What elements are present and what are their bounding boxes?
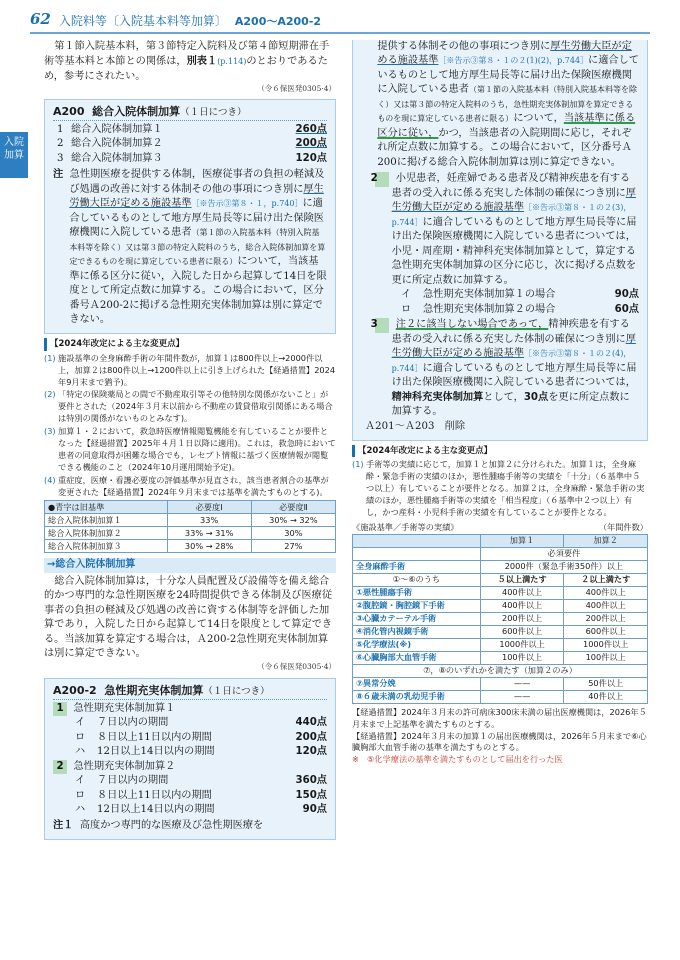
kaitei-left-heading: 【2024年改定による主な変更点】 (44, 338, 336, 350)
cont-small: （第１節の入院基本料（特別入院基本料等を除く）又は第３節の特定入院料のうち，急性期充実体制加算を算定できるものを現に算定している患者に限る） (377, 85, 637, 124)
sogo-heading: →総合入院体制加算 (44, 558, 336, 572)
note-2-item (361, 288, 639, 302)
a200-note-ref[interactable]: ［※告示③第８・１，p.740］ (191, 199, 303, 209)
sub-points: 440点 (295, 717, 327, 729)
a200-items (53, 123, 327, 166)
sub-points: 90点 (614, 289, 639, 301)
surgery-header-cell: 加算１ (480, 534, 564, 547)
surgery-cell: ①悪性腫瘍手術 (353, 586, 481, 599)
a200-unit: （１日につき） (180, 107, 247, 119)
left-column (44, 40, 336, 840)
group-2-item (53, 803, 327, 817)
sub-points: 60点 (614, 303, 639, 315)
kaitei-left (44, 338, 336, 553)
a2002-note1 (53, 818, 327, 833)
table-row (45, 540, 336, 553)
surgery-cell: —— (480, 677, 564, 690)
surgery-row (353, 586, 648, 599)
sub-label: 急性期充実体制加算１の場合 (423, 289, 556, 301)
kaitei-right (352, 445, 648, 766)
kaitei-key: (1) (44, 352, 56, 363)
kaitei-item (44, 426, 336, 474)
footnote: ※ ⑤化学療法の基準を満たすものとして届出を行った医 (352, 754, 563, 765)
surgery-row (353, 560, 648, 573)
surgery-cell: ⑧６歳未満の乳幼児手術 (353, 690, 481, 703)
surgery-cell: ①〜⑥のうち (353, 573, 481, 586)
a200-note-label: 注 (53, 168, 64, 181)
a200-note-2: に適合しているものとして地方厚生局長等に届け出た保険医療機関に入院している患者 (69, 198, 324, 239)
surgery-cell: ２以上満たす (564, 573, 648, 586)
item-label: 総合入院体制加算２ (71, 138, 163, 150)
kaitei-text: 加算１・２において，救急時医療情報閲覧機能を有していることが要件となった【経過措置】2025年４月１日以降に適用)。これは，救急時において患者の同意取得が困難な場合でも，レセプト情報に基づく医療情報が閲覧できる機能のこと（2024年10月運用開始予定)。 (58, 426, 336, 472)
surgery-table-caption (352, 522, 648, 534)
cont-ref[interactable]: ［※告示③第８・１の２(1)(2)，p.744］ (438, 56, 589, 66)
note-3-underlined: 注２に該当しない場合であって， (395, 319, 549, 331)
surgery-cell: —— (480, 690, 564, 703)
note-2-number: 2 (375, 172, 389, 186)
sub-points: 360点 (295, 775, 327, 787)
note-3-number: 3 (375, 318, 389, 332)
note-2-1: 小児患者，妊産婦である患者及び精神疾患を有する患者の受入れに係る充実した体制の確保につき別に (391, 173, 631, 199)
note-3-standard: 厚生労働大臣が定める施設基準 (391, 333, 636, 360)
a200-item (53, 137, 327, 151)
table-cell: 27% (251, 540, 335, 553)
group-2-label: 急性期充実体制加算２ (73, 760, 176, 772)
right-column (352, 40, 648, 766)
surgery-cell: 600件以上 (564, 625, 648, 638)
kaitei-text: 施設基準の全身麻酔手術の年間件数が，加算１は800件以上→2000件以上，加算２は800件以上→1200件以上に引き上げられた【経過措置】2024年9月末まで猶予)。 (58, 352, 336, 387)
surgery-cell: ⑥心臓胸部大血管手術 (353, 651, 481, 664)
group-2-item (53, 774, 327, 788)
surgery-cell: ５以上満たす (480, 573, 564, 586)
note-2-ref[interactable]: ［※告示③第８・１の２(3)，p.744］ (391, 203, 632, 227)
kaitei-left-items (44, 353, 336, 499)
sub-label: ８日以上11日以内の期間 (97, 789, 212, 801)
a200-item (53, 123, 327, 137)
item-number: 2 (57, 138, 64, 150)
a200-box (44, 99, 336, 334)
surgery-cell: 1000件以上 (480, 638, 564, 651)
a200-note-small: （第１節の入院基本料（特別入院基本料等を除く）又は第３節の特定入院料のうち，総合入院体制加算を算定できるものを現に算定している患者に限る） (69, 228, 326, 267)
intro-notice: （令６保医発0305·4） (257, 84, 336, 94)
kaitei-item (44, 353, 336, 389)
sub-label: ７日以内の期間 (97, 717, 169, 729)
kaitei-item (44, 389, 336, 425)
surgery-row (353, 573, 648, 586)
group-2-item (53, 789, 327, 803)
item-label: 総合入院体制加算１ (71, 123, 163, 135)
kaitei-right-heading: 【2024年改定による主な変更点】 (352, 445, 648, 457)
sub-label: 12日以上14日以内の期間 (97, 746, 215, 758)
a2002-code: A200-2 (53, 684, 97, 698)
sub-key: イ (75, 717, 86, 729)
kaitei-right-text: 手術等の実績に応じて，加算１と加算２に分けられた。加算１は，全身麻酔・緊急手術の実績のほか，悪性腫瘍手術等の実績を「十分」（６基準中５つ以上）有していることが要件となる。加算２は，全身麻酔・緊急手術の実績のほか，悪性腫瘍手術等の実績を「相当程度」（６基準中２つ以上）有し，かつ産科・小児科手術の実績を有していることが要件となる。 (366, 459, 645, 517)
sub-key: イ (75, 775, 86, 787)
surgery-cell (353, 547, 481, 560)
cont-2: に適合しているものとして地方厚生局長等に届け出た保険医療機関に入院している患者 (377, 55, 639, 96)
surgery-cell: ⑦異常分娩 (353, 677, 481, 690)
code-range: A200〜A200-2 (234, 15, 322, 29)
a2002-group-2 (53, 760, 327, 774)
surgery-cell: 全身麻酔手術 (353, 560, 481, 573)
sub-label: ７日以内の期間 (97, 775, 169, 787)
a200-note (53, 167, 327, 327)
sub-key: ロ (401, 303, 412, 315)
a200-item (53, 152, 327, 166)
a200-code: A200 (53, 105, 85, 119)
item-points: 200点 (295, 138, 327, 150)
surgery-cell: 400件以上 (480, 599, 564, 612)
surgery-cell: 100件以上 (480, 651, 564, 664)
group-2-number: 2 (53, 760, 67, 774)
sub-points: 90点 (302, 804, 327, 816)
surgery-cell: 1000件以上 (564, 638, 648, 651)
a2002-title: 急性期充実体制加算 (104, 684, 204, 698)
surgery-cell: 100件以上 (564, 651, 648, 664)
surgery-cell: ④消化管内視鏡手術 (353, 625, 481, 638)
note1-start: 高度かつ専門的な医療及び急性期医療を (79, 819, 264, 831)
surgery-row (353, 625, 648, 638)
surgery-table-body (353, 547, 648, 703)
measure-2: 【経過措置】2024年３月末の加算１の届出医療機関は，2026年５月末まで⑥心臓胸部大血管手術の基準を満たすものとする。 (352, 730, 647, 753)
group-1-item (53, 716, 327, 730)
intro-after: のとおりであるため，参考にされたい。 (44, 56, 328, 82)
side-tab: 入院加算 (0, 132, 28, 178)
surgery-cell: ③心臓カテーテル手術 (353, 612, 481, 625)
surgery-row (353, 612, 648, 625)
cont-standard: 厚生労働大臣が定める施設基準 (377, 41, 632, 67)
surgery-cell: ②腹腔鏡・胸腔鏡下手術 (353, 599, 481, 612)
surgery-cell: 400件以上 (564, 586, 648, 599)
cont-3: について， (513, 113, 564, 125)
sogo-text: 総合入院体制加算は，十分な人員配置及び設備等を備え総合的かつ専門的な急性期医療を24時間提供できる体制及び医療従事者の負担の軽減及び処遇の改善に資する体制等を評価した加算であり，入院した日から起算して14日を限度として算定できる。当該加算を算定する場合は，Ａ200-2急性期充実体制加算は別に算定できない。 (44, 575, 333, 660)
surgery-cell: ⑦，⑧のいずれかを満たす（加算２のみ） (353, 664, 648, 677)
note1-label: 注１ (53, 818, 74, 831)
sub-key: ハ (75, 746, 86, 758)
note-3 (361, 318, 639, 419)
group-1-item (53, 731, 327, 745)
kaitei-key: (4) (44, 474, 56, 485)
surgery-cell: 600件以上 (480, 625, 564, 638)
intro-ref[interactable]: (p.114) (217, 57, 247, 67)
table-header-cell: ●青字は旧基準 (45, 501, 168, 514)
surgery-table-title: 《施設基準／手術等の実績》 (352, 521, 459, 532)
a200-title: 総合入院体制加算 (92, 105, 181, 119)
surgery-row (353, 638, 648, 651)
table-cell: 30% → 32% (251, 514, 335, 527)
table-cell: 30% (251, 527, 335, 540)
note-2 (361, 172, 639, 288)
note-3-2: に適合しているものとして地方厚生局長等に届け出た保険医療機関に入院している患者については， (391, 362, 637, 389)
surgery-cell: 400件以上 (564, 599, 648, 612)
measure-1: 【経過措置】2024年３月末の許可病床300床未満の届出医療機関は，2026年５月末まで上記基準を満たすものとする。 (352, 706, 647, 729)
necessity-table (44, 500, 336, 553)
table-header-cell: 必要度Ⅱ (251, 501, 335, 514)
necessity-table-body (45, 514, 336, 553)
sub-points: 150点 (295, 789, 327, 801)
cont-underlined: 当該基準に係る区分に従い， (377, 113, 636, 139)
kaitei-item (44, 475, 336, 499)
sub-points: 120点 (295, 746, 327, 758)
a2002-cont (361, 40, 639, 170)
sogo-notice: （令６保医発0305·4） (257, 661, 336, 671)
surgery-row (353, 651, 648, 664)
running-title: 入院料等〔入院基本料等加算〕 (58, 13, 227, 28)
a200-note-1: 急性期医療を提供する体制，医療従事者の負担の軽減及び処遇の改善に対する体制その他の事項につき別に (69, 169, 325, 195)
surgery-row (353, 664, 648, 677)
table-row (45, 527, 336, 540)
note-3-4: を更に所定点数に加算する。 (391, 391, 630, 418)
kaitei-key: (2) (44, 389, 56, 400)
group-1-number: 1 (53, 702, 67, 716)
page-header (30, 9, 650, 34)
surgery-table-unit: （年間件数） (598, 521, 648, 532)
a2002-heading (53, 683, 327, 700)
a2002-cont-box (352, 40, 648, 441)
kaitei-right-key: (1) (352, 459, 364, 470)
note-2-item (361, 303, 639, 317)
a2002-group-1 (53, 702, 327, 716)
group-1-item (53, 745, 327, 759)
surgery-cell: 50件以上 (564, 677, 648, 690)
surgery-cell: 200件以上 (480, 612, 564, 625)
intro-text: 第１節入院基本料，第３節特定入院料及び第４節短期滞在手術等基本料と本節との関係は， (44, 41, 330, 68)
kaitei-text: 「特定の保険薬局との間で不動産取引等その他特別な関係がないこと」が要件とされた（2024年３月末以前から不動産の賃貸借取引関係にある場合は特別の関係がないものとみなす)。 (58, 389, 333, 424)
a200-heading (53, 104, 327, 121)
a200-note-standard: 厚生労働大臣が定める施設基準 (69, 183, 324, 210)
surgery-cell: 400件以上 (480, 586, 564, 599)
sub-key: ロ (75, 789, 86, 801)
item-label: 総合入院体制加算３ (71, 152, 163, 164)
surgery-cell: ⑤化学療法(※) (353, 638, 481, 651)
surgery-row (353, 547, 648, 560)
note-2-items (361, 288, 639, 317)
table-cell: 総合入院体制加算２ (45, 527, 168, 540)
group-1-label: 急性期充実体制加算１ (73, 702, 176, 714)
sub-label: 急性期充実体制加算２の場合 (423, 303, 556, 315)
intro-bold: 別表１ (186, 55, 218, 68)
surgery-header-cell (353, 534, 481, 547)
surgery-cell: 200件以上 (564, 612, 648, 625)
group-1-items (53, 716, 327, 759)
necessity-table-header (45, 501, 336, 514)
a2002-unit: （１日につき） (203, 686, 270, 698)
sub-key: イ (401, 289, 412, 301)
table-header-cell: 必要度Ⅰ (167, 501, 251, 514)
surgery-row (353, 690, 648, 703)
note-3-bold: 精神科充実体制加算 (391, 391, 484, 403)
surgery-row (353, 599, 648, 612)
intro-paragraph (44, 40, 336, 84)
table-row (45, 514, 336, 527)
table-cell: 総合入院体制加算１ (45, 514, 168, 527)
item-points: 260点 (295, 123, 327, 135)
group-2-items (53, 774, 327, 817)
kaitei-right-item (352, 459, 648, 518)
surgery-row (353, 677, 648, 690)
surgery-cell: 40件以上 (564, 690, 648, 703)
surgery-cell: 2000件（緊急手術350件）以上 (480, 560, 647, 573)
sub-label: 12日以上14日以内の期間 (97, 804, 215, 816)
a200-note-3: について，当該基準に係る区分に従い，入院した日から起算して14日を限度として所定点数に加算する。この場合において，区分番号Ａ200-2に掲げる急性期充実体制加算は別に算定できない。 (69, 256, 327, 325)
cont-4: かつ，当該患者の入院期間に応じ，それぞれ所定点数に加算する。この場合において，区分番号Ａ200に掲げる総合入院体制加算は別に算定できない。 (377, 127, 632, 168)
table-cell: 総合入院体制加算３ (45, 540, 168, 553)
deleted-line: Ａ201〜Ａ203 削除 (365, 420, 466, 432)
kaitei-key: (3) (44, 426, 56, 437)
note-2-2: に適合しているものとして地方厚生局長等に届け出た保険医療機関に入院している患者については，小児・周産期・精神科充実体制加算として，算定する急性期充実体制加算の区分に応じ，次に掲げる点数を更に所定点数に加算する。 (391, 216, 637, 286)
sub-label: ８日以上11日以内の期間 (97, 731, 212, 743)
note-3-points: 30点 (523, 391, 549, 403)
note-3-1: 精神疾患を有する患者の受入れに係る充実した体制の確保につき別に (391, 319, 630, 345)
table-cell: 30% → 28% (167, 540, 251, 553)
item-points: 120点 (295, 152, 327, 164)
a2002-box (44, 678, 336, 840)
sub-key: ロ (75, 731, 86, 743)
item-number: 3 (57, 152, 64, 164)
surgery-table-header (353, 534, 648, 547)
kaitei-text: 重症度，医療・看護必要度の評価基準が見直され，該当患者割合の基準が変更された【経過措置】2024年９月末までは基準を満たすものとする)。 (58, 474, 329, 497)
table-cell: 33% → 31% (167, 527, 251, 540)
cont-1: 提供する体制その他の事項につき別に (377, 41, 551, 52)
required-cell: 必須要件 (480, 547, 647, 560)
surgery-table (352, 534, 648, 704)
item-number: 1 (57, 123, 64, 135)
sub-points: 200点 (295, 731, 327, 743)
note-3-3: として， (483, 391, 524, 403)
page-number: 62 (30, 9, 51, 28)
note-2-standard: 厚生労働大臣が定める施設基準 (391, 187, 636, 214)
table-cell: 33% (167, 514, 251, 527)
surgery-header-cell: 加算２ (564, 534, 648, 547)
note-3-ref[interactable]: ［※告示③第８・１の２(4)，p.744］ (391, 349, 632, 373)
sub-key: ハ (75, 804, 86, 816)
